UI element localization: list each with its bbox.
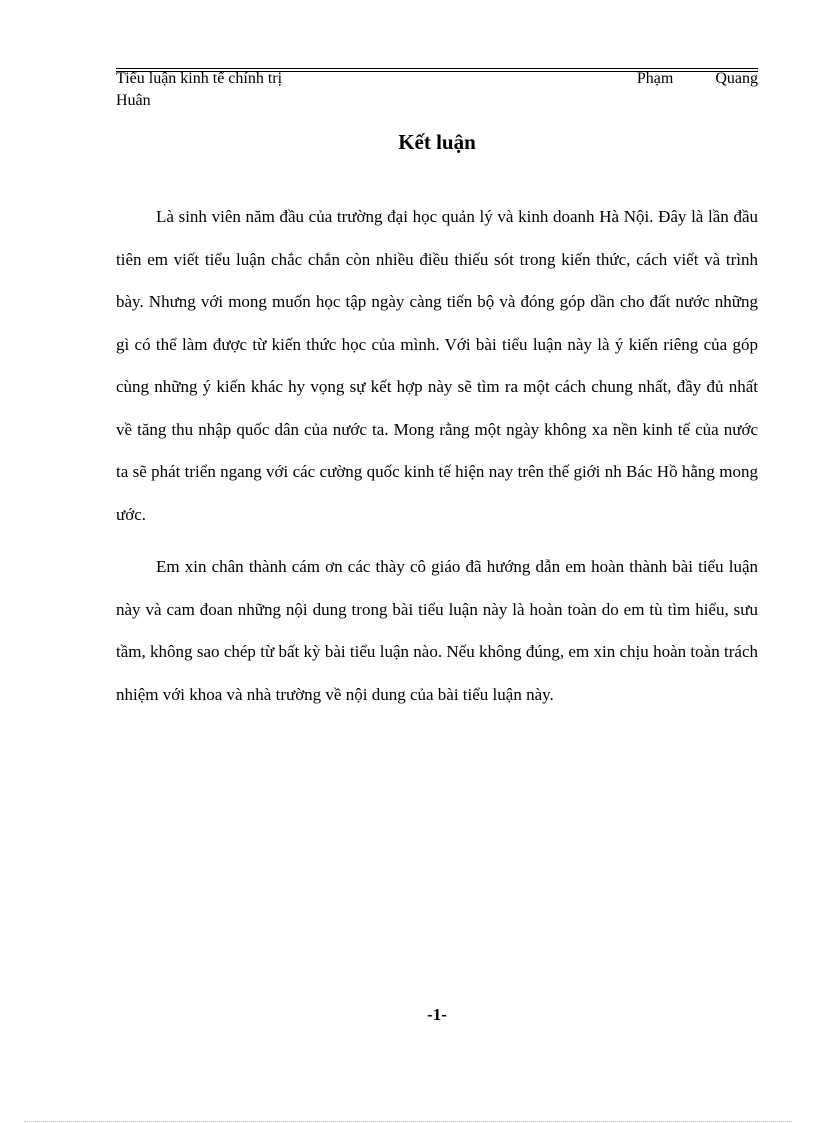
page-number: -1- bbox=[427, 1005, 447, 1024]
header-author-name: Phạm Quang bbox=[636, 70, 758, 87]
document-body bbox=[116, 196, 758, 716]
header-author-name-cont: Huân bbox=[116, 92, 151, 109]
header-row bbox=[116, 68, 758, 90]
page-header bbox=[116, 68, 758, 112]
document-title: Kết luận bbox=[398, 130, 476, 154]
body-paragraph: Là sinh viên năm đầu của trường đại học quản lý và kinh doanh Hà Nội. Đây là lần đầu tiên em viết tiểu luận chắc chắn còn nhiều điều thiếu sót trong kiến thức, cách viết và trình bày. Nhưng với mong muốn học tập ngày càng tiến bộ và đóng góp dần cho đất nước những gì có thể làm được từ kiến thức học của mình. Với bài tiểu luận này là ý kiến riêng của góp cùng những ý kiến khác hy vọng sự kết hợp này sẽ tìm ra một cách chung nhất, đầy đủ nhất về tăng thu nhập quốc dân của nước ta. Mong rằng một ngày không xa nền kinh tế của nước ta sẽ phát triển ngang với các cường quốc kinh tế hiện nay trên thế giới nh Bác Hồ hằng mong ước. bbox=[116, 207, 758, 524]
page-bottom-border bbox=[24, 1121, 792, 1122]
body-paragraph: Em xin chân thành cám ơn các thày cô giáo đã hướng dẫn em hoàn thành bài tiểu luận này và cam đoan những nội dung trong bài tiểu luận này là hoàn toàn do em tù tìm hiểu, sưu tầm, không sao chép từ bất kỳ bài tiểu luận nào. Nếu không đúng, em xin chịu hoàn toàn trách nhiệm với khoa và nhà trường về nội dung của bài tiểu luận này. bbox=[116, 557, 758, 704]
header-course-title: Tiểu luận kinh tế chính trị bbox=[116, 70, 283, 87]
